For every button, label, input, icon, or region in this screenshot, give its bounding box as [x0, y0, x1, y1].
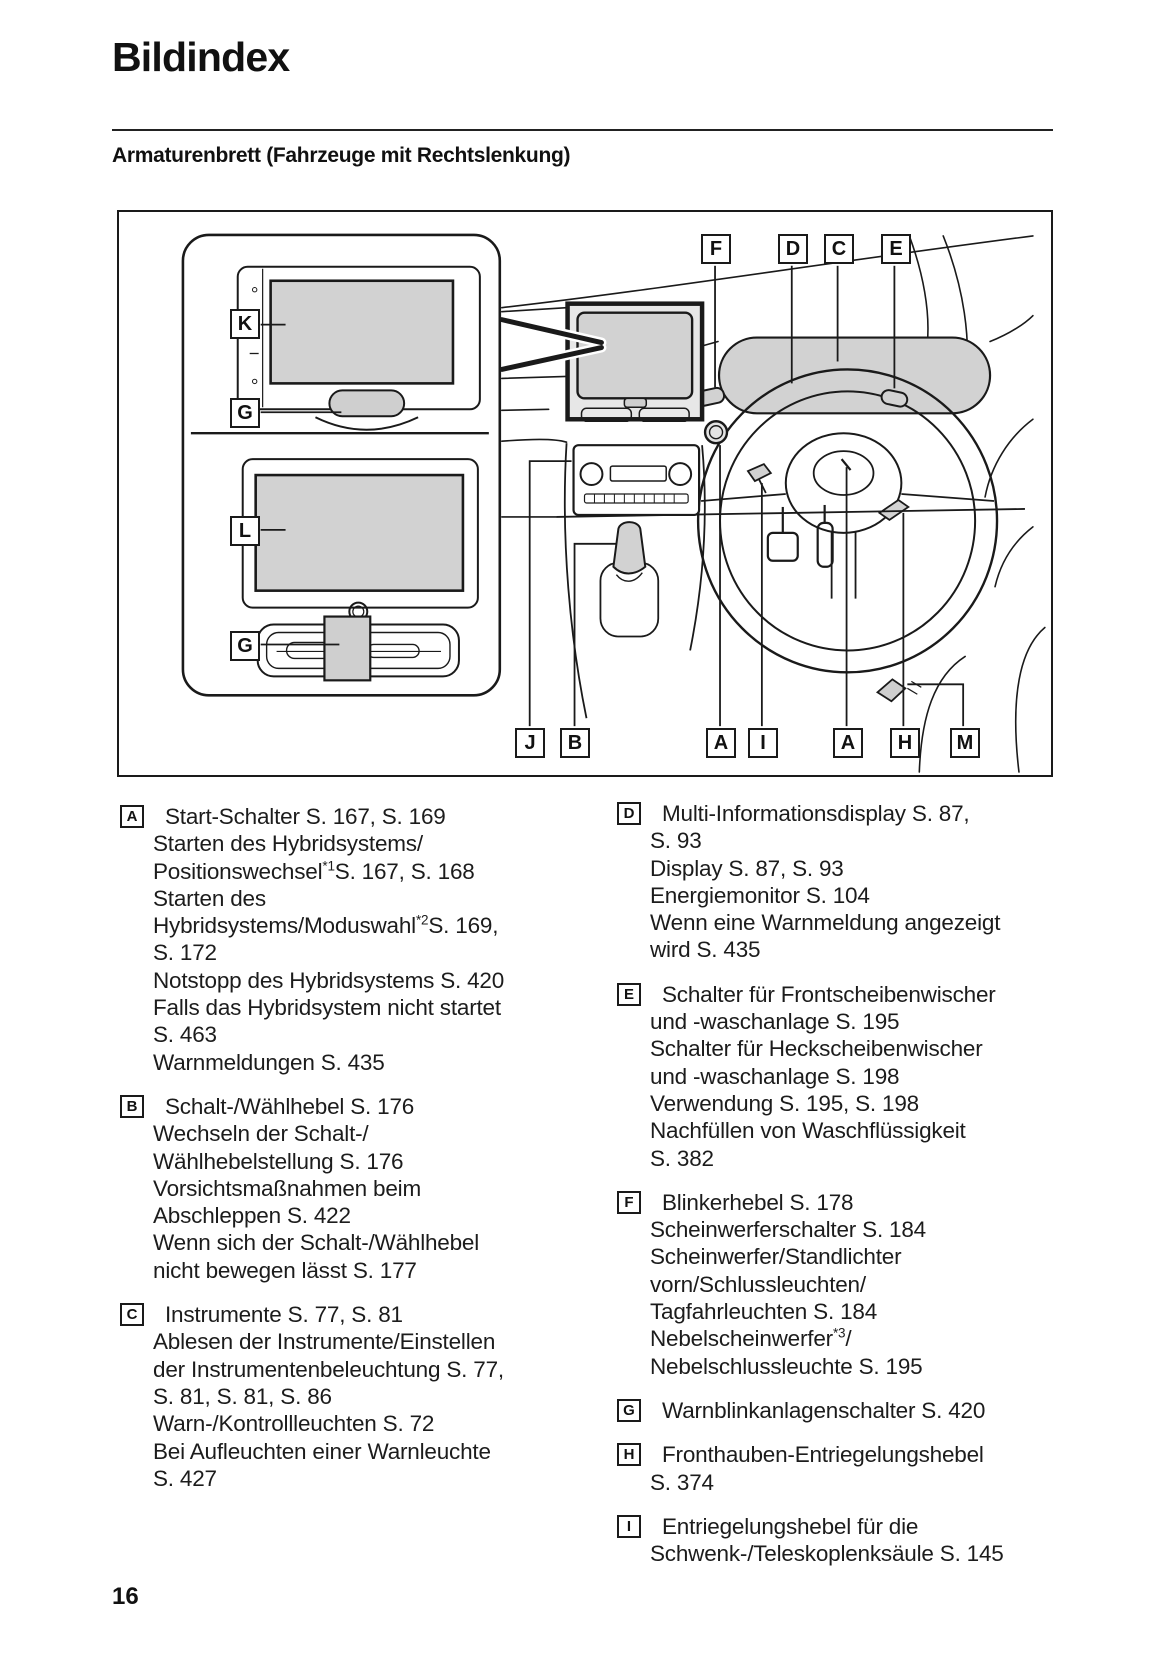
section-heading: Armaturenbrett (Fahrzeuge mit Rechtslenkung): [112, 144, 571, 167]
index-line: Scheinwerfer/Standlichter: [650, 1244, 902, 1270]
index-line: Schwenk-/Teleskoplenksäule S. 145: [650, 1541, 1004, 1567]
callout-a2: A: [833, 728, 863, 758]
index-letter-I: I: [617, 1515, 641, 1538]
index-entry-C: [120, 1301, 620, 1492]
index-line: und -waschanlage S. 198: [650, 1063, 900, 1089]
index-letter-F: F: [617, 1191, 641, 1214]
index-line: wird S. 435: [650, 937, 761, 963]
index-line: Blinkerhebel S. 178: [662, 1189, 854, 1215]
index-entry-G: [617, 1397, 1067, 1424]
instrument-cluster: [719, 338, 990, 414]
index-line: Warnblinkanlagenschalter S. 420: [662, 1397, 986, 1423]
index-letter-E: E: [617, 983, 641, 1006]
multimedia-screen: [271, 281, 453, 384]
steering-wheel: [698, 369, 997, 672]
index-line: Schalter für Frontscheibenwischer: [662, 981, 996, 1007]
index-line: S. 374: [650, 1469, 714, 1495]
index-line: nicht bewegen lässt S. 177: [153, 1257, 417, 1283]
hazard-button-bottom: [324, 617, 370, 681]
index-entry-E: [617, 981, 1067, 1172]
index-line: Starten des Hybridsystems/: [153, 831, 423, 857]
index-line: Schalter für Heckscheibenwischer: [650, 1036, 983, 1062]
dashboard-diagram: [117, 210, 1053, 777]
index-entry-lines: [650, 800, 1067, 964]
page-number: 16: [112, 1583, 139, 1610]
index-entry-A: [120, 803, 620, 1076]
index-line: Nachfüllen von Waschflüssigkeit: [650, 1118, 966, 1144]
lower-display-screen: [256, 475, 463, 591]
index-line: S. 427: [153, 1465, 217, 1491]
index-line: Start-Schalter S. 167, S. 169: [165, 804, 446, 829]
index-line: S. 382: [650, 1145, 714, 1171]
index-line: Vorsichtsmaßnahmen beim: [153, 1175, 422, 1201]
callout-d: D: [778, 234, 808, 264]
index-line: Wechseln der Schalt-/: [153, 1121, 369, 1147]
index-line: Scheinwerferschalter S. 184: [650, 1217, 926, 1243]
index-line: Wählhebelstellung S. 176: [153, 1148, 404, 1174]
index-letter-G: G: [617, 1399, 641, 1422]
index-entry-D: [617, 800, 1067, 964]
index-entry-I: [617, 1513, 1067, 1568]
index-line: S. 93: [650, 828, 702, 854]
index-entry-B: [120, 1093, 620, 1284]
callout-a1: A: [706, 728, 736, 758]
index-entry-F: [617, 1189, 1067, 1380]
index-line: S. 463: [153, 1022, 217, 1048]
index-column-left: [120, 803, 620, 1509]
index-line: Notstopp des Hybridsystems S. 420: [153, 967, 505, 993]
index-line: vorn/Schlussleuchten/: [650, 1271, 866, 1297]
index-entry-lines: [650, 981, 1067, 1172]
index-line: Bei Aufleuchten einer Warnleuchte: [153, 1438, 491, 1464]
index-line: S. 172: [153, 940, 217, 966]
index-line: Tagfahrleuchten S. 184: [650, 1299, 878, 1325]
footwell-lever: [877, 679, 921, 701]
index-line: Wenn eine Warnmeldung angezeigt: [650, 910, 1001, 936]
index-line: Fronthauben-Entriegelungshebel: [662, 1442, 984, 1468]
callout-j: J: [515, 728, 545, 758]
index-line: Energiemonitor S. 104: [650, 882, 870, 908]
index-entry-lines: [650, 1513, 1067, 1568]
audio-unit: [574, 445, 700, 515]
dashboard-illustration: [119, 212, 1051, 775]
index-line: Verwendung S. 195, S. 198: [650, 1090, 919, 1116]
inset-panel: [183, 235, 500, 695]
callout-g1: G: [230, 398, 260, 428]
index-line: der Instrumentenbeleuchtung S. 77,: [153, 1356, 504, 1382]
index-letter-A: A: [120, 805, 144, 828]
index-entry-lines: [153, 1301, 620, 1492]
page-title: Bildindex: [112, 34, 290, 80]
callout-l: L: [230, 516, 260, 546]
index-line: Schalt-/Wählhebel S. 176: [165, 1093, 415, 1119]
callout-k: K: [230, 309, 260, 339]
index-entry-H: [617, 1441, 1067, 1496]
index-line: Instrumente S. 77, S. 81: [165, 1302, 403, 1328]
index-line: Warnmeldungen S. 435: [153, 1049, 385, 1075]
index-line: Warn-/Kontrollleuchten S. 72: [153, 1411, 435, 1437]
index-entry-lines: [650, 1397, 1067, 1424]
index-line: Hybridsystems/Moduswahl$^{*2}$S. 169,: [153, 912, 499, 939]
index-line: Positionswechsel$^{*1}$S. 167, S. 168: [153, 858, 475, 884]
index-line: Ablesen der Instrumente/Einstellen: [153, 1329, 496, 1355]
index-entry-lines: [650, 1441, 1067, 1496]
index-letter-B: B: [120, 1095, 144, 1118]
index-line: Wenn sich der Schalt-/Wählhebel: [153, 1230, 480, 1256]
index-line: Falls das Hybridsystem nicht startet: [153, 995, 501, 1021]
callout-h: H: [890, 728, 920, 758]
index-line: und -waschanlage S. 195: [650, 1009, 900, 1035]
index-column-right: [617, 800, 1067, 1584]
index-line: Starten des: [153, 885, 266, 911]
callout-e: E: [881, 234, 911, 264]
tilt-lever: [748, 464, 771, 493]
callout-g2: G: [230, 631, 260, 661]
index-entry-lines: [650, 1189, 1067, 1380]
index-line: Multi-Informationsdisplay S. 87,: [662, 801, 970, 826]
index-line: Nebelschlussleuchte S. 195: [650, 1353, 923, 1379]
callout-m: M: [950, 728, 980, 758]
index-line: Nebelscheinwerfer$^{*3}$/: [650, 1325, 852, 1352]
index-entry-lines: [153, 803, 620, 1076]
index-entry-lines: [153, 1093, 620, 1284]
index-letter-D: D: [617, 802, 641, 825]
index-letter-H: H: [617, 1443, 641, 1466]
index-letter-C: C: [120, 1303, 144, 1326]
title-divider: [112, 129, 1053, 131]
index-line: S. 81, S. 81, S. 86: [153, 1383, 332, 1409]
index-line: Entriegelungshebel für die: [662, 1513, 919, 1539]
index-line: Display S. 87, S. 93: [650, 855, 844, 881]
index-line: Abschleppen S. 422: [153, 1203, 351, 1229]
callout-b: B: [560, 728, 590, 758]
callout-f: F: [701, 234, 731, 264]
center-display: [568, 304, 703, 422]
callout-c: C: [824, 234, 854, 264]
callout-i: I: [748, 728, 778, 758]
start-button: [705, 421, 727, 443]
